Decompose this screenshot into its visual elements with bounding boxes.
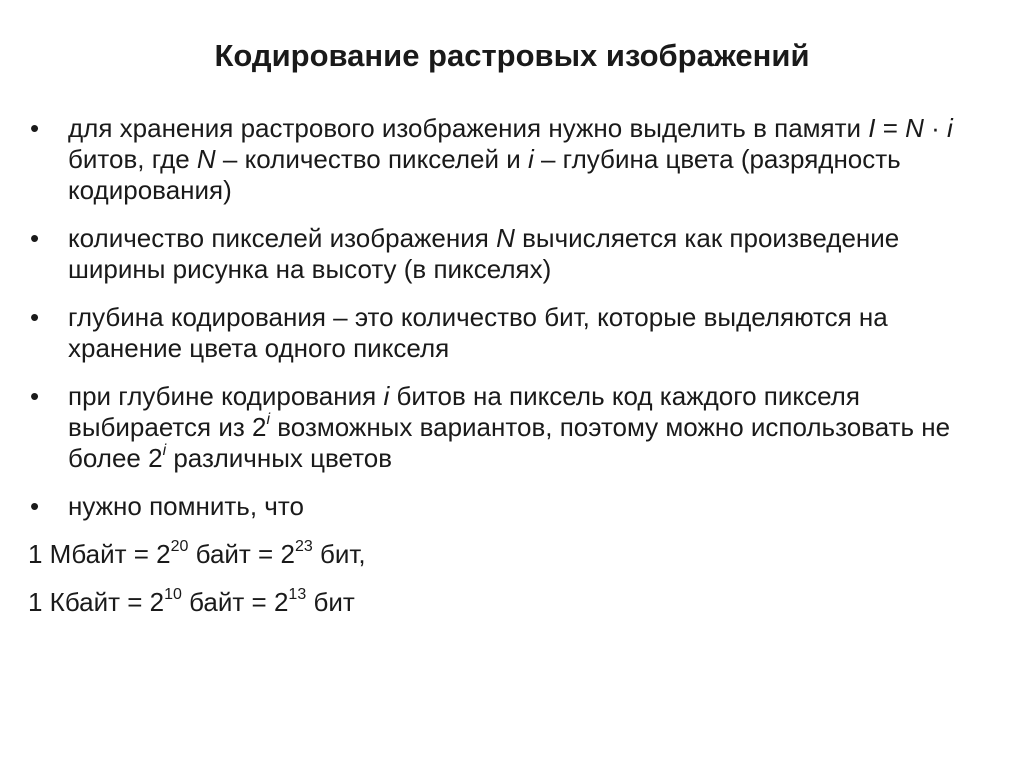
bullet-list <box>28 113 988 635</box>
bullet-item-colors <box>28 381 988 474</box>
bullet-item-pixel-count <box>28 223 988 285</box>
bullet-item-memory <box>28 113 988 206</box>
bullet-text: при глубине кодирования i битов на пиксель код каждого пикселя выбирается из 2$^i$ возможных вариантов, поэтому можно использовать не более 2$^i$ различных цветов <box>68 381 951 473</box>
bullet-dot-icon: • <box>30 381 40 411</box>
bullet-dot-icon: • <box>30 113 40 143</box>
bullet-item-color-depth <box>28 302 988 364</box>
bullet-text: количество пикселей изображения N вычисляется как произведение ширины рисунка на высоту (в пикселях) <box>68 223 900 284</box>
bullet-text: глубина кодирования – это количество бит, которые выделяются на хранение цвета одного пикселя <box>68 302 888 363</box>
formula-kilobyte: 1 Кбайт = $2^{10}$ байт = $2^{13}$ бит <box>28 586 355 617</box>
bullet-dot-icon: • <box>30 491 40 521</box>
bullet-item-remember <box>28 491 988 522</box>
slide-title: Кодирование растровых изображений <box>214 38 810 73</box>
bullet-dot-icon: • <box>30 302 40 332</box>
bullet-dot-icon: • <box>30 223 40 253</box>
formula-megabyte: 1 Мбайт = $2^{20}$ байт = $2^{23}$ бит, <box>28 538 366 569</box>
bullet-text: нужно помнить, что <box>68 491 304 521</box>
bullet-text: для хранения растрового изображения нужно выделить в памяти I = N · i битов, где N – количество пикселей и i – глубина цвета (разрядность кодирования) <box>68 113 953 205</box>
